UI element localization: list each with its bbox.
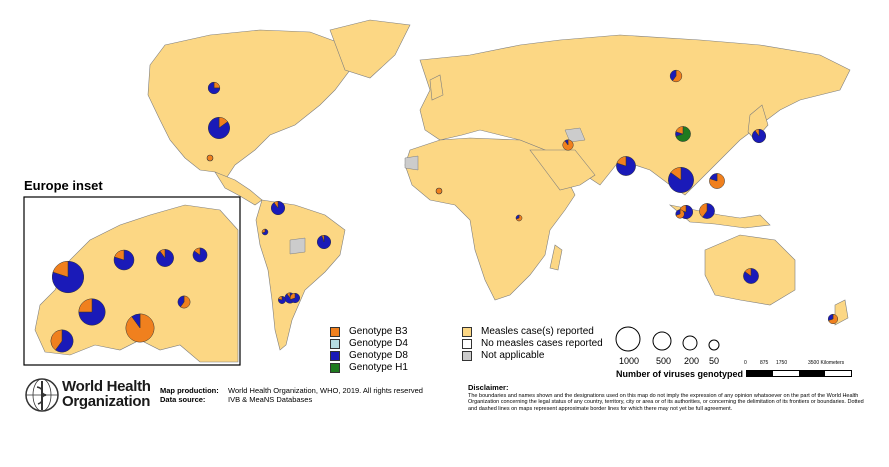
size-legend-title: Number of viruses genotyped [616,369,744,379]
no-cases-swatch [462,339,472,349]
data-source-value: IVB & MeaNS Databases [228,395,313,404]
pie-marker-indonesia [676,210,685,219]
pie-slice [436,188,442,194]
disclaimer [468,383,868,412]
pie-marker-vietnam [709,173,724,188]
disclaimer-title: Disclaimer: [468,383,509,392]
legend-label: Genotype D8 [349,350,408,361]
pie-marker-south-africa [516,215,522,221]
genotype-d4-swatch [330,339,340,349]
data-source-row [160,395,423,404]
inset-title: Europe inset [24,178,103,193]
pie-marker-brazil [317,235,331,249]
legend-label: Genotype D4 [349,338,408,349]
scale-label-1750: 1750 [776,360,788,366]
scale-bar-graphic [746,370,852,377]
legend-item-no-cases [462,338,603,350]
genotype-h1-swatch [330,363,340,373]
legend-item-genotype-d8 [330,350,408,362]
pie-marker-ukraine [193,248,207,262]
who-emblem-icon [24,377,60,413]
disclaimer-text: The boundaries and names shown and the designations used on this map do not imply the expression of any opinion whatsoever on the part of the World Health Organization concerning the legal status of any country, territory, city or area or of its authorities, or concerning the delimitation of its frontiers or boundaries. Dotted and dashed lines on maps represent approximate border lines for which there may not yet be full agreement. [468,393,864,412]
pie-marker-chile [278,296,285,303]
pie-marker-india [616,156,635,175]
pie-marker-mexico [207,155,213,161]
legend-label: Genotype H1 [349,362,408,373]
pie-marker-italy [126,314,154,342]
north-america [148,30,350,180]
genotype-legend [330,326,408,374]
who-name-line-2: Organization [62,393,151,410]
legend-item-genotype-h1 [330,362,408,374]
legend-item-not-applicable [462,350,603,362]
pie-marker-france [79,299,105,325]
size-legend-circles [612,324,742,358]
legend-label: Genotype B3 [349,326,408,337]
legend-item-genotype-b3 [330,326,408,338]
size-label-1000: 1000 [619,356,640,366]
scale-bar [742,360,854,382]
size-label-500: 500 [656,356,672,366]
pie-marker-colombia [271,201,285,215]
legend-item-cases-reported [462,326,603,338]
pie-marker-romania [178,296,190,308]
pie-marker-australia [743,268,758,283]
data-source-label: Data source: [160,395,206,404]
pie-marker-germany [114,250,134,270]
scale-label-0: 0 [744,360,747,366]
pie-marker-iran [563,140,574,151]
pie-marker-canada [208,82,220,94]
pie-marker-peru [262,229,268,235]
pie-marker-thailand [668,167,693,192]
map-production-label: Map production: [160,386,219,395]
size-label-50: 50 [709,356,720,366]
map-production-value: World Health Organization, WHO, 2019. All rights reserved [228,386,423,395]
pie-marker-nigeria [436,188,442,194]
pie-marker-russia [670,70,682,82]
pie-marker-usa [208,117,229,138]
pie-marker-spain [51,330,73,352]
genotype-b3-swatch [330,327,340,337]
who-name-line-1: World Health [62,378,151,395]
pie-marker-japan [752,129,766,143]
pie-marker-philippines [699,203,714,218]
pie-marker-poland [156,249,173,266]
land-masses [148,20,850,350]
legend-label: Not applicable [481,350,545,361]
pie-marker-uk [52,261,84,293]
pie-slice [207,155,213,161]
scale-label-3500: 3500 Kilometers [808,360,845,366]
legend-label: Measles case(s) reported [481,326,594,337]
pie-marker-argentina [290,293,300,303]
pie-marker-china [675,126,690,141]
size-legend [612,324,742,380]
status-legend [462,326,603,362]
who-name [62,379,151,409]
genotype-d8-swatch [330,351,340,361]
not-applicable-swatch [462,351,472,361]
legend-item-genotype-d4 [330,338,408,350]
map-production-row [160,386,423,395]
cases-reported-swatch [462,327,472,337]
size-label-200: 200 [684,356,700,366]
madagascar [550,245,562,270]
pie-marker-new-zealand [828,314,838,324]
scale-label-875: 875 [760,360,769,366]
credits [160,386,423,404]
legend-label: No measles cases reported [481,338,603,349]
